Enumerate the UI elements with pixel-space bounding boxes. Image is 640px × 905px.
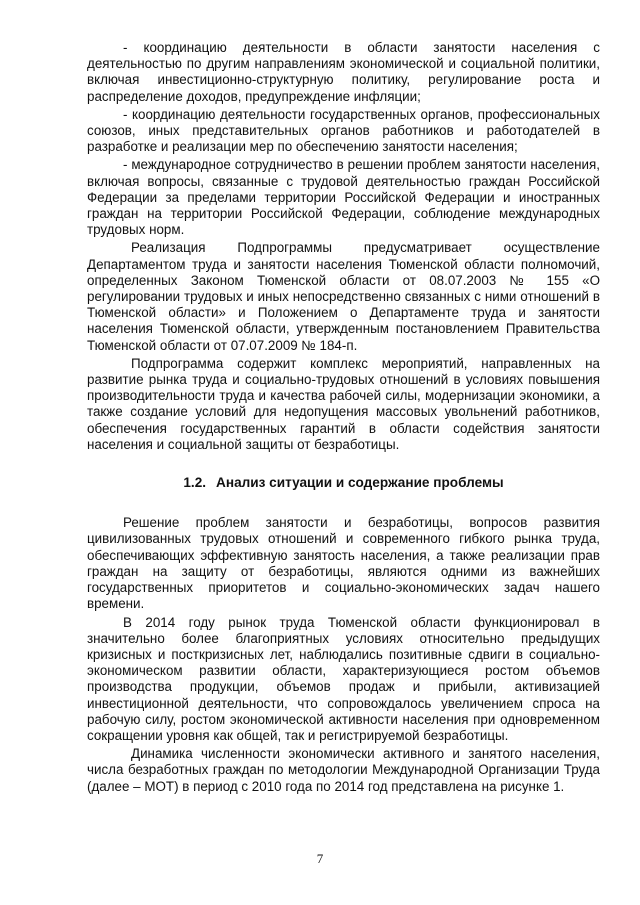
paragraph-population-dynamics: Динамика численности экономически активного и занятого населения, числа безработных граждан по методологии Международной Организации Труда (далее – МОТ) в период с 2010 года по 2014 год представлена на рисунке 1.	[87, 746, 600, 794]
paragraph-labor-market-2014: В 2014 году рынок труда Тюменской области функционировал в значительно более благоприятных условиях относительно предыдущих кризисных и посткризисных лет, наблюдались позитивные сдвиги в социально-экономическом развитии области, характеризующиеся ростом объемов производства продукции, объемов продаж и прибыли, активизацией инвестиционной деятельности, что сопровождалось увеличением спроса на рабочую силу, ростом экономической активности населения при одновременном сокращении уровня как общей, так и регистрируемой безработицы.	[87, 614, 600, 743]
document-page	[87, 40, 600, 795]
paragraph-international-cooperation: - международное сотрудничество в решении проблем занятости населения, включая вопросы, связанные с трудовой деятельностью граждан Российской Федерации за пределами территории Российской Федерации и иностранных граждан на территории Российской Федерации, соблюдение международных трудовых норм.	[87, 157, 600, 238]
paragraph-subprogram-contents: Подпрограмма содержит комплекс мероприятий, направленных на развитие рынка труда и социально-трудовых отношений в условиях повышения производительности труда и качества рабочей силы, модернизации экономики, а также создание условий для недопущения массовых увольнений работников, обеспечения государственных гарантий в области содействия занятости населения и социальной защиты от безработицы.	[87, 355, 600, 452]
page-number: 7	[316, 851, 324, 866]
paragraph-implementation: Реализация Подпрограммы предусматривает осуществление Департаментом труда и занятости населения Тюменской области полномочий, определенных Законом Тюменской области от 08.07.2003 № 155 «О регулировании трудовых и иных непосредственно связанных с ними отношений в Тюменской области» и Положением о Департаменте труда и занятости населения Тюменской области, утвержденным постановлением Правительства Тюменской области от 07.07.2009 № 184-п.	[87, 240, 600, 353]
paragraph-employment-problems: Решение проблем занятости и безработицы, вопросов развития цивилизованных трудовых отношений и современного гибкого рынка труда, обеспечивающих эффективную занятость населения, а также реализации прав граждан на защиту от безработицы, являются одними из важнейших государственных приоритетов и социально-экономических задач нашего времени.	[87, 515, 600, 612]
paragraph-coordination-economic: - координацию деятельности в области занятости населения с деятельностью по другим направлениям экономической и социальной политики, включая инвестиционно-структурную политику, регулирование роста и распределение доходов, предупреждение инфляции;	[87, 40, 600, 104]
paragraph-coordination-organs: - координацию деятельности государственных органов, профессиональных союзов, иных представительных органов работников и работодателей в разработке и реализации мер по обеспечению занятости населения;	[87, 106, 600, 155]
section-heading	[87, 475, 600, 491]
section-title: Анализ ситуации и содержание проблемы	[216, 475, 504, 491]
section-number: 1.2.	[183, 475, 207, 491]
